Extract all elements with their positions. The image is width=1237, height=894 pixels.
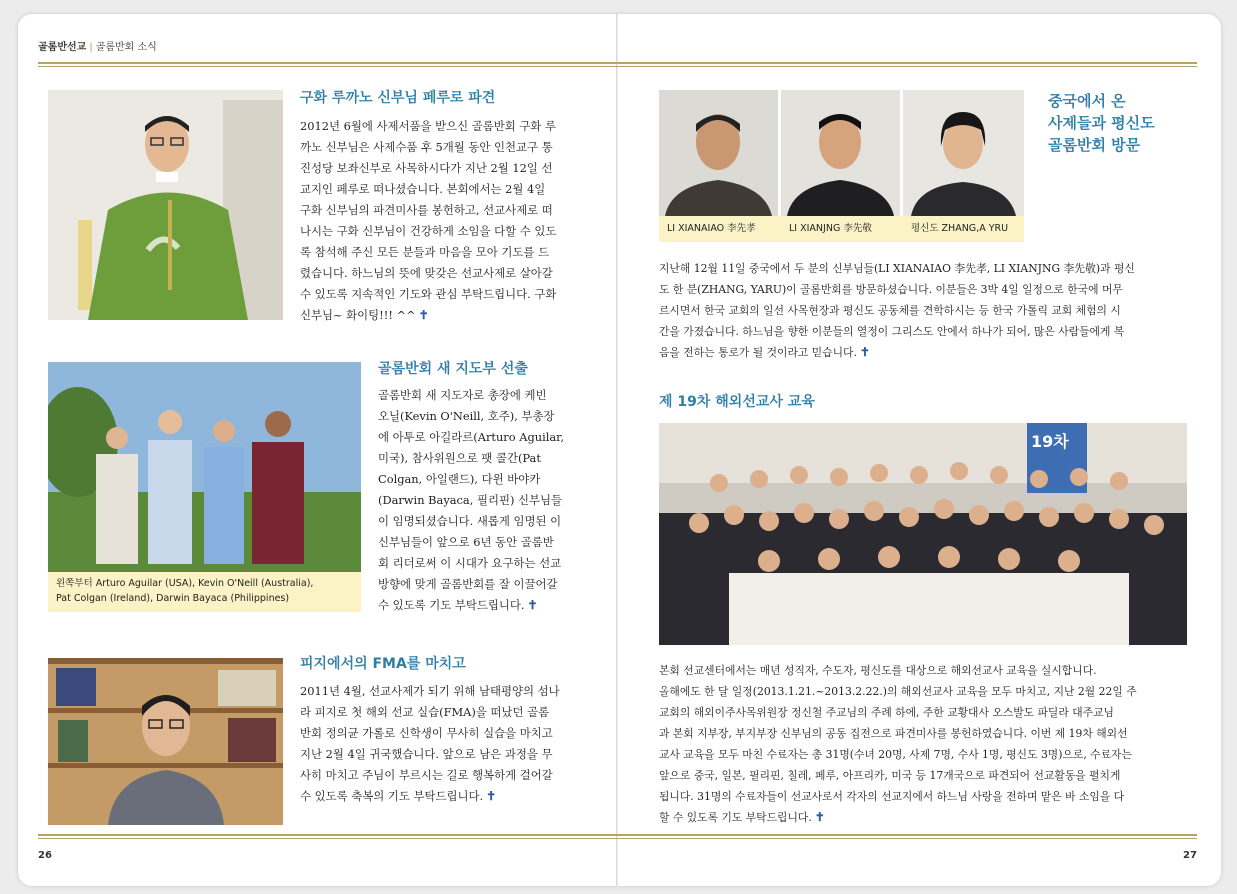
article2-line: 수 있도록 기도 부탁드립니다.	[378, 598, 525, 612]
priest-vestment-photo	[48, 90, 283, 320]
priest-illustration	[48, 90, 283, 320]
header-subsection: 골롬반회 소식	[95, 42, 157, 53]
article1-line: 록 참석해 주신 모든 분들과 마음을 모아 기도를 드	[300, 245, 550, 259]
visitor-caption-3: 평신도 ZHANG,A YRU	[911, 223, 1009, 234]
article3-line-last	[300, 786, 578, 807]
article4-title	[1048, 90, 1155, 156]
article5-line-last	[659, 807, 1189, 828]
article1-line: 교지인 페루로 떠나셨습니다. 본회에서는 2월 4일	[300, 182, 546, 196]
visitor-photo-2	[781, 90, 900, 216]
article1-line: 진성당 보좌신부로 사목하시다가 지난 2월 12일 선	[300, 161, 553, 175]
article4-line: 음을 전하는 통로가 될 것이라고 믿습니다.	[659, 346, 857, 359]
page-number-right: 27	[1183, 850, 1197, 861]
visitor-2-illustration	[781, 90, 900, 216]
article4-title-line: 사제들과 평신도	[1048, 114, 1155, 132]
article3-line: 2011년 4월, 선교사제가 되기 위해 남태평양의 섬나	[300, 684, 560, 698]
group-photo-illustration	[659, 423, 1187, 645]
cross-ornament-icon: ✝	[486, 789, 497, 803]
article5-line: 본회 선교센터에서는 매년 성직자, 수도자, 평신도를 대상으로 해외선교사 교육을 실시합니다.	[659, 664, 1097, 677]
article4-line: 간을 가졌습니다. 하느님을 향한 이분들의 열정이 그리스도 안에서 하나가 되어, 많은 사람들에게 복	[659, 325, 1125, 338]
page-header	[38, 38, 157, 53]
leadership-caption	[48, 572, 361, 612]
mission-training-group-photo	[659, 423, 1187, 645]
article4-line: 도 한 분(ZHANG, YARU)이 골롬반회를 방문하셨습니다. 이분들은 3박 4일 일정으로 한국에 머무	[659, 283, 1123, 296]
article1-line: 구화 신부님의 파견미사를 봉헌하고, 선교사제로 떠	[300, 203, 553, 217]
article2-line-last	[378, 595, 578, 616]
article2-line: 이 임명되셨습니다. 새롭게 임명된 이	[378, 514, 562, 528]
training-banner-text: 19차	[1031, 432, 1069, 451]
cross-ornament-icon: ✝	[859, 345, 870, 359]
article1-line-last	[300, 305, 578, 326]
caption-line: Pat Colgan (Ireland), Darwin Bayaca (Philippines)	[56, 593, 290, 604]
article4-line-last	[659, 342, 1189, 363]
article4-title-line: 중국에서 온	[1048, 92, 1126, 110]
page-gutter	[616, 14, 618, 886]
article2-line: 신부님들이 앞으로 6년 동안 골롬반	[378, 535, 554, 549]
article1-line: 나시는 구화 신부님이 건강하게 소임을 다할 수 있도	[300, 224, 557, 238]
article3-line: 지난 2월 4일 귀국했습니다. 앞으로 남은 과정을 무	[300, 747, 553, 761]
article4-title-line: 골롬반회 방문	[1048, 136, 1141, 154]
article3-line: 사히 마치고 주님이 부르시는 길로 행복하게 걸어갈	[300, 768, 553, 782]
leadership-group-photo	[48, 362, 361, 582]
article5-line: 교회의 해외이주사목위원장 정신철 주교님의 주례 하에, 주한 교황대사 오스발도 파딜라 대주교님	[659, 706, 1114, 719]
article3-line: 반회 정의균 가롤로 신학생이 무사히 실습을 마치고	[300, 726, 553, 740]
cross-ornament-icon: ✝	[418, 308, 429, 322]
visitor-caption-1: LI XIANAIAO 李先孝	[667, 223, 756, 234]
article1-line: 2012년 6월에 사제서품을 받으신 골롬반회 구화 루	[300, 119, 557, 133]
article2-line: 미국), 참사위원으로 팻 콜간(Pat	[378, 451, 541, 465]
header-section: 골롬반선교	[38, 42, 87, 53]
bottom-rule	[38, 834, 1197, 839]
article1-line: 신부님~ 화이팅!!! ^^	[300, 308, 416, 322]
article2-line: 오닐(Kevin O'Neill, 호주), 부총장	[378, 409, 555, 423]
page-number-left: 26	[38, 850, 52, 861]
top-rule	[38, 62, 1197, 67]
article2-line: Colgan, 아일랜드), 다윈 바야카	[378, 472, 541, 486]
article5-title: 제 19차 해외선교사 교육	[659, 394, 815, 410]
caption-line: 왼쪽부터 Arturo Aguilar (USA), Kevin O'Neill (Australia),	[56, 578, 314, 589]
article5-line: 교사 교육을 모두 마친 수료자는 총 31명(수녀 20명, 사제 7명, 수사 1명, 평신도 3명)으로, 수료자는	[659, 748, 1132, 761]
article2-title: 골롬반회 새 지도부 선출	[378, 361, 528, 377]
article3-body	[300, 681, 578, 807]
article5-line: 할 수 있도록 기도 부탁드립니다.	[659, 811, 812, 824]
article2-line: 방향에 맞게 골롬반회를 잘 이끌어갈	[378, 577, 558, 591]
visitors-caption-bar	[659, 216, 1024, 242]
leaders-illustration	[48, 362, 361, 582]
article5-line: 과 본회 지부장, 부지부장 신부님의 공동 집전으로 파견미사를 봉헌하였습니다. 이번 제 19차 해외선	[659, 727, 1128, 740]
article4-line: 르시면서 한국 교회의 일선 사목현장과 평신도 공동체를 견학하시는 등 한국 가톨릭 교회 체험의 시	[659, 304, 1121, 317]
article1-line: 까노 신부님은 사제수품 후 5개월 동안 인천교구 통	[300, 140, 553, 154]
visitor-caption-2: LI XIANJNG 李先敬	[789, 223, 872, 234]
article1-line: 렸습니다. 하느님의 뜻에 맞갖은 선교사제로 살아갈	[300, 266, 553, 280]
article2-line: 골롬반회 새 지도자로 총장에 케빈	[378, 388, 547, 402]
cross-ornament-icon: ✝	[814, 810, 825, 824]
article5-line: 올해에도 한 달 일정(2013.1.21.~2013.2.22.)의 해외선교사 교육을 모두 마치고, 지난 2월 22일 주	[659, 685, 1137, 698]
article1-line: 수 있도록 지속적인 기도와 관심 부탁드립니다. 구화	[300, 287, 557, 301]
visitor-3-illustration	[903, 90, 1024, 216]
article1-body	[300, 116, 578, 326]
article2-line: 회 리더로써 이 시대가 요구하는 선교	[378, 556, 562, 570]
seminarian-photo	[48, 658, 283, 825]
cross-ornament-icon: ✝	[527, 598, 538, 612]
visitor-1-illustration	[659, 90, 778, 216]
article3-line: 라 피지로 첫 해외 선교 실습(FMA)을 떠났던 골롬	[300, 705, 550, 719]
article1-title: 구화 루까노 신부님 페루로 파견	[300, 90, 496, 106]
article2-line: 에 아투로 아길라르(Arturo Aguilar,	[378, 430, 564, 444]
header-separator: |	[89, 42, 93, 53]
article3-title: 피지에서의 FMA를 마치고	[300, 656, 466, 672]
article3-line: 수 있도록 축복의 기도 부탁드립니다.	[300, 789, 484, 803]
article5-line: 됩니다. 31명의 수료자들이 선교사로서 각자의 선교지에서 하느님 사랑을 전하며 맡은 바 소임을 다	[659, 790, 1125, 803]
article2-body	[378, 385, 578, 616]
article5-line: 앞으로 중국, 일본, 필리핀, 칠레, 페루, 아프리카, 미국 등 17개국으로 파견되어 선교활동을 펼치게	[659, 769, 1121, 782]
article5-body	[659, 660, 1189, 828]
article4-line: 지난해 12월 11일 중국에서 두 분의 신부님들(LI XIANAIAO 李先孝, LI XIANJNG 李先敬)과 평신	[659, 262, 1135, 275]
visitor-photo-1	[659, 90, 778, 216]
visitor-photo-3	[903, 90, 1024, 216]
article4-body	[659, 258, 1189, 363]
seminarian-illustration	[48, 658, 283, 825]
article2-line: (Darwin Bayaca, 필리핀) 신부님들	[378, 493, 563, 507]
